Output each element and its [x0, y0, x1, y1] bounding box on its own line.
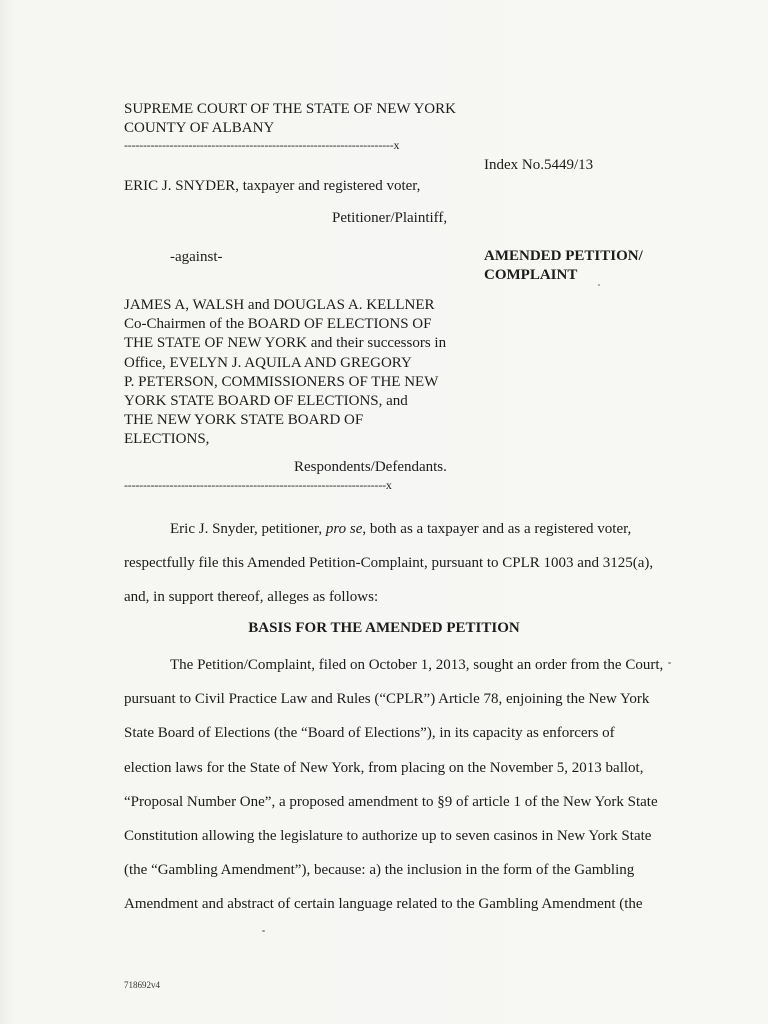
respondents-line: THE STATE OF NEW YORK and their successors in — [124, 335, 447, 352]
court-county: COUNTY OF ALBANY — [124, 120, 275, 136]
court-name: SUPREME COURT OF THE STATE OF NEW YORK — [124, 101, 456, 117]
petitioner-role: Petitioner/Plaintiff, — [332, 210, 448, 226]
scan-speck — [668, 662, 671, 664]
caption-separator-top: -----------------------------------------------------------------------x — [124, 138, 400, 152]
section-heading: BASIS FOR THE AMENDED PETITION — [248, 620, 520, 636]
respondents-line: P. PETERSON, COMMISSIONERS OF THE NEW — [124, 373, 439, 390]
respondents-block — [124, 296, 446, 450]
basis-line: Amendment and abstract of certain language related to the Gambling Amendment (the — [124, 896, 643, 913]
index-number: Index No.5449/13 — [484, 157, 594, 173]
document-title-line2: COMPLAINT — [484, 267, 578, 283]
respondents-role: Respondents/Defendants. — [294, 459, 447, 475]
intro-line: and, in support thereof, alleges as follows: — [124, 589, 379, 606]
basis-line: pursuant to Civil Practice Law and Rules (“CPLR”) Article 78, enjoining the New York — [124, 691, 650, 708]
intro-line: respectfully file this Amended Petition-Complaint, pursuant to CPLR 1003 and 3125(a), — [124, 555, 654, 572]
respondents-line: ELECTIONS, — [124, 431, 210, 448]
court-header — [124, 100, 456, 138]
caption-separator-bottom: ---------------------------------------------------------------------x — [124, 478, 392, 492]
footer-document-code: 718692v4 — [124, 980, 160, 990]
respondents-line: JAMES A, WALSH and DOUGLAS A. KELLNER — [124, 297, 435, 313]
intro-text-after: , both as a taxpayer and as a registered voter, — [362, 521, 632, 537]
document-title-line1: AMENDED PETITION/ — [484, 248, 643, 264]
basis-paragraph — [124, 648, 664, 922]
basis-line: Constitution allowing the legislature to authorize up to seven casinos in New York State — [124, 828, 652, 845]
against-label: -against- — [170, 249, 223, 265]
document-title — [484, 247, 643, 285]
basis-line: State Board of Elections (the “Board of Elections”), in its capacity as enforcers of — [124, 725, 615, 742]
basis-line: The Petition/Complaint, filed on October 1, 2013, sought an order from the Court, — [170, 657, 664, 673]
petitioner-name: ERIC J. SNYDER, taxpayer and registered voter, — [124, 178, 421, 194]
intro-line — [124, 512, 664, 546]
intro-paragraph — [124, 512, 664, 615]
basis-line: “Proposal Number One”, a proposed amendment to §9 of article 1 of the New York State — [124, 793, 658, 810]
respondents-line: YORK STATE BOARD OF ELECTIONS, and — [124, 393, 408, 410]
respondents-line: THE NEW YORK STATE BOARD OF — [124, 412, 364, 429]
scan-speck — [598, 284, 600, 286]
intro-text-before: Eric J. Snyder, petitioner, — [170, 521, 326, 537]
scan-speck — [262, 930, 265, 932]
basis-line: election laws for the State of New York, from placing on the November 5, 2013 ballot, — [124, 759, 644, 776]
respondents-line: Co-Chairmen of the BOARD OF ELECTIONS OF — [124, 316, 432, 333]
basis-line: (the “Gambling Amendment”), because: a) the inclusion in the form of the Gambling — [124, 862, 635, 879]
pro-se-italic: pro se — [325, 521, 363, 537]
respondents-line: Office, EVELYN J. AQUILA AND GREGORY — [124, 354, 412, 371]
